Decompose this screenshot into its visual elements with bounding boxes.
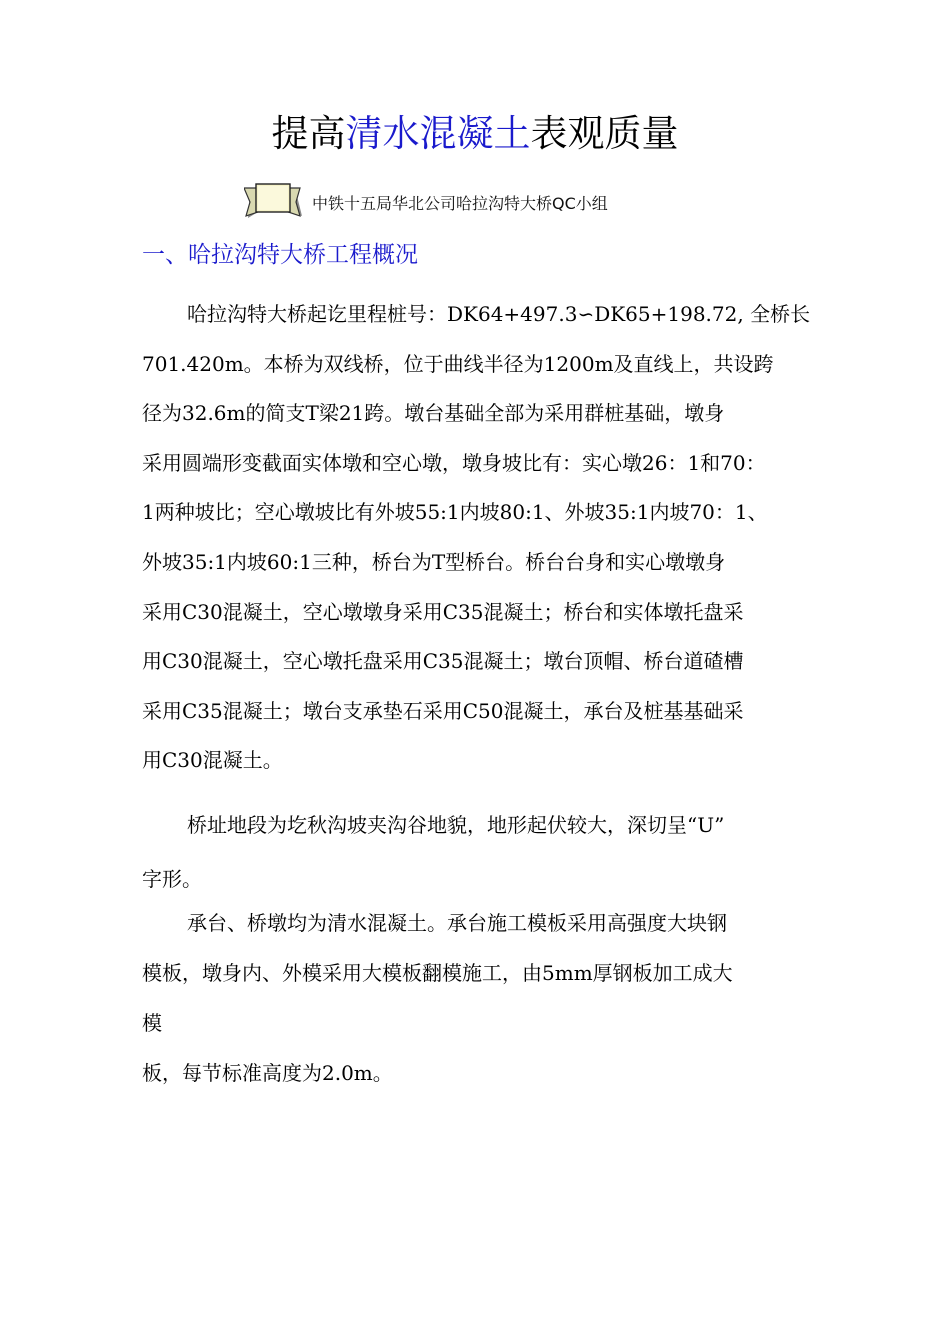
paragraph-line: 径为32.6m的简支T梁21跨。墩台基础全部为采用群桩基础，墩身 xyxy=(142,401,725,426)
title-part-highlight: 清水混凝土 xyxy=(345,112,531,155)
author-text: 中铁十五局华北公司哈拉沟特大桥QC小组 xyxy=(312,193,608,213)
paragraph-line: 字形。 xyxy=(142,867,202,891)
title-part-1: 提高 xyxy=(271,112,346,155)
paragraph-line: 模板，墩身内、外模采用大模板翻模施工，由5mm厚钢板加工成大 xyxy=(142,961,733,985)
paragraph-line: 板，每节标准高度为2.0m。 xyxy=(142,1061,393,1085)
author-line xyxy=(244,182,608,222)
paragraph-line: 701.420m。本桥为双线桥，位于曲线半径为1200m及直线上，共设跨 xyxy=(142,351,774,376)
banner-scroll-icon xyxy=(244,182,302,222)
document-title xyxy=(0,108,950,160)
title-part-3: 表观质量 xyxy=(530,112,679,155)
paragraph-site-terrain xyxy=(142,798,832,906)
paragraph-line: 用C30混凝土。 xyxy=(142,748,283,773)
paragraph-line: 承台、桥墩均为清水混凝土。承台施工模板采用高强度大块钢 xyxy=(187,911,727,935)
paragraph-line: 采用圆端形变截面实体墩和空心墩，墩身坡比有：实心墩26：1和70： xyxy=(142,450,766,475)
section-heading: 一、哈拉沟特大桥工程概况 xyxy=(142,242,418,268)
paragraph-line: 采用C30混凝土，空心墩墩身采用C35混凝土；桥台和实体墩托盘采 xyxy=(142,599,744,624)
paragraph-line: 采用C35混凝土；墩台支承垫石采用C50混凝土，承台及桩基基础采 xyxy=(142,698,744,723)
paragraph-line: 外坡35:1内坡60:1三种，桥台为T型桥台。桥台台身和实心墩墩身 xyxy=(142,549,726,574)
paragraph-line: 1两种坡比；空心墩坡比有外坡55:1内坡80:1、外坡35:1内坡70：1、 xyxy=(142,500,768,525)
paragraph-line: 桥址地段为圪秋沟坡夹沟谷地貌，地形起伏较大，深切呈“U” xyxy=(187,813,725,837)
paragraph-line: 模 xyxy=(142,1011,162,1035)
paragraph-formwork xyxy=(142,898,832,1098)
paragraph-project-overview xyxy=(142,290,832,786)
paragraph-line: 用C30混凝土，空心墩托盘采用C35混凝土；墩台顶帽、桥台道碴槽 xyxy=(142,649,744,674)
paragraph-line: 哈拉沟特大桥起讫里程桩号：DK64+497.3∽DK65+198.72, 全桥长 xyxy=(187,302,811,326)
